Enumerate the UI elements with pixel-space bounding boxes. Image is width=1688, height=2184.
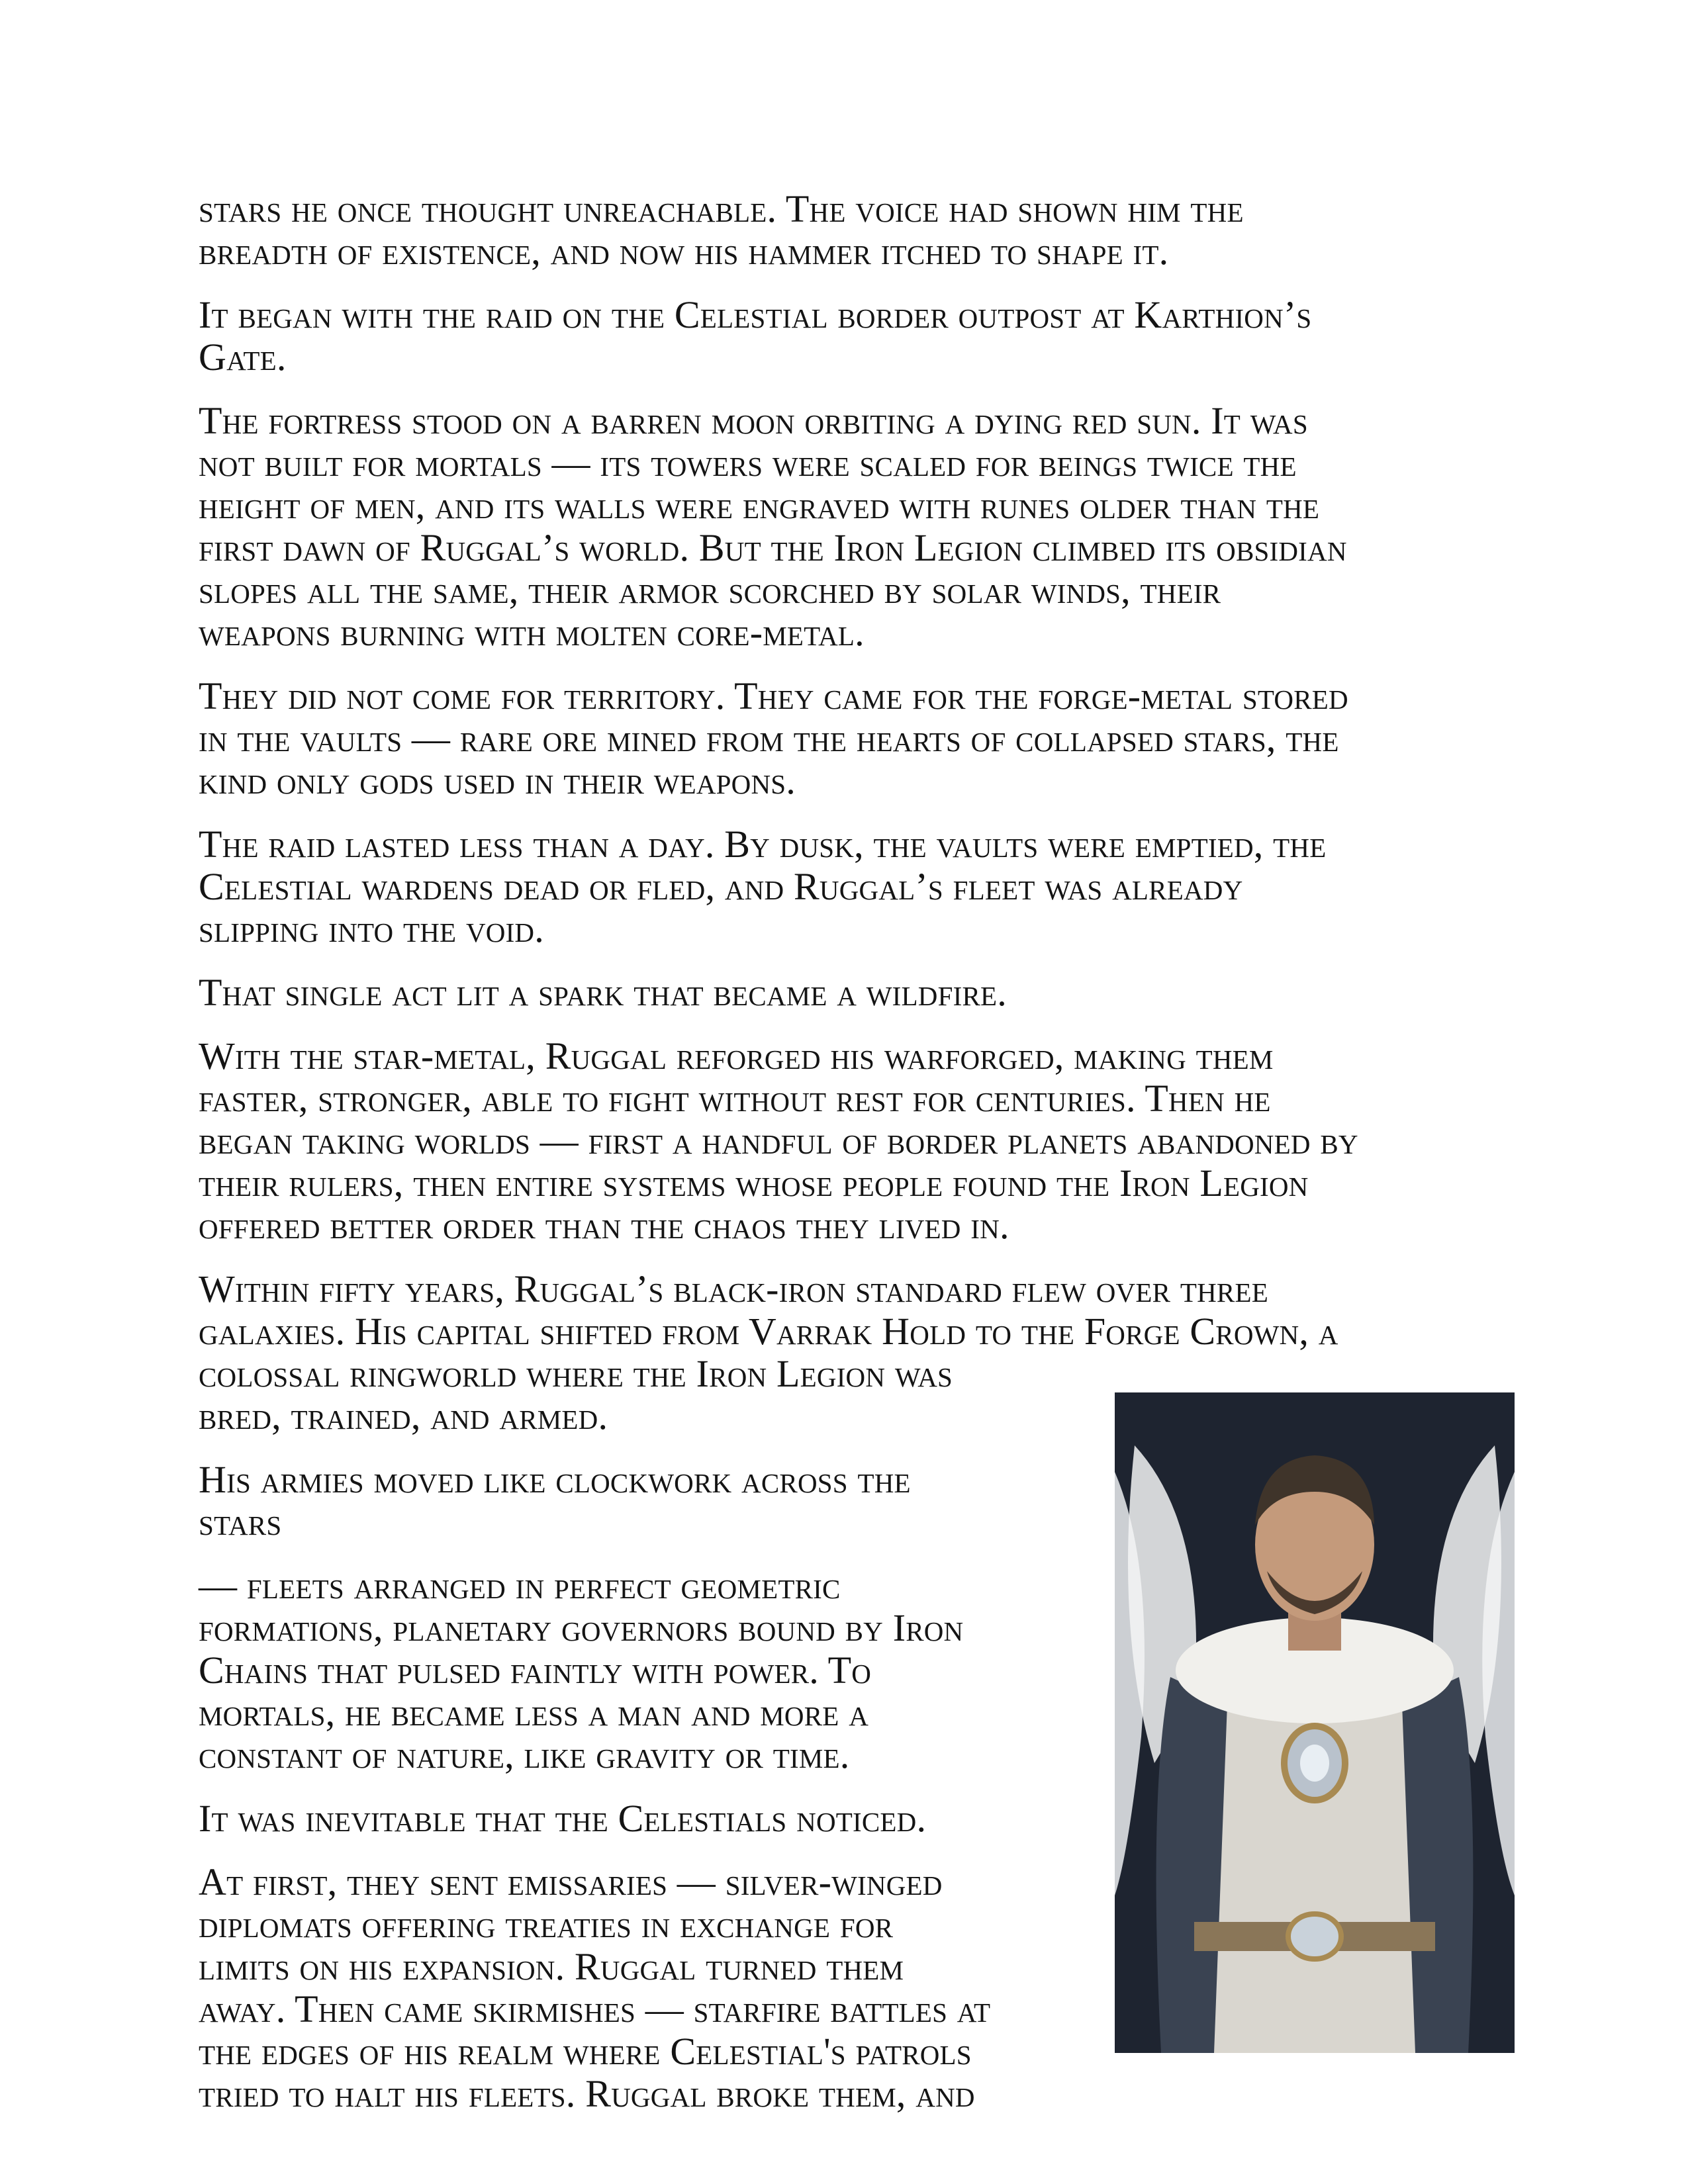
paragraph-5: The raid lasted less than a day. By dusk, the vaults were emptied, the Celestial wardens dead or fled, and Ruggal’s fleet was already slipping into the void. [199,823,1327,950]
illustration-svg [1115,1392,1515,2053]
paragraph-8: Within fifty years, Ruggal’s black-iron standard flew over three galaxies. His capital shifted from Varrak Hold to the Forge Crown, a colossal ringworld where the Iron Legion was bred, trained, and armed. [199,1267,1338,1437]
paragraph-2: It began with the raid on the Celestial border outpost at Karthion’s Gate. [199,293,1312,379]
paragraph-10: — fleets arranged in perfect geometric formations, planetary governors bound by Iron Chains that pulsed faintly with power. To mortals, he became less a man and more a constant of nature, like gravity or time. [199,1564,964,1776]
paragraph-12: At first, they sent emissaries — silver-winged diplomats offering treaties in exchange for limits on his expansion. Ruggal turned them away. Then came skirmishes — starfire battles at the edges of his realm where Celestial's patrols tried to halt his fleets. Ruggal broke them, and [199,1860,991,2115]
paragraph-11: It was inevitable that the Celestials noticed. [199,1797,927,1840]
paragraph-9: His armies moved like clockwork across the stars [199,1458,911,1543]
paragraph-1: stars he once thought unreachable. The voice had shown him the breadth of existence, and now his hammer itched to shape it. [199,187,1244,273]
paragraph-6: That single act lit a spark that became a wildfire. [199,971,1007,1014]
paragraph-3: The fortress stood on a barren moon orbiting a dying red sun. It was not built for mortals — its towers were scaled for beings twice the height of men, and its walls were engraved with runes older than the first dawn of Ruggal’s world. But the Iron Legion climbed its obsidian slopes all the same, their armor scorched by solar winds, their weapons burning with molten core-metal. [199,399,1347,654]
winged-warrior-illustration [1115,1392,1515,2053]
paragraph-4: They did not come for territory. They came for the forge-metal stored in the vaults — rare ore mined from the hearts of collapsed stars, the kind only gods used in their weapons. [199,674,1348,802]
paragraph-7: With the star-metal, Ruggal reforged his warforged, making them faster, stronger, able to fight without rest for centuries. Then he began taking worlds — first a handful of border planets abandoned by their rulers, then entire systems whose people found the Iron Legion offered better order than the chaos they lived in. [199,1034,1358,1247]
